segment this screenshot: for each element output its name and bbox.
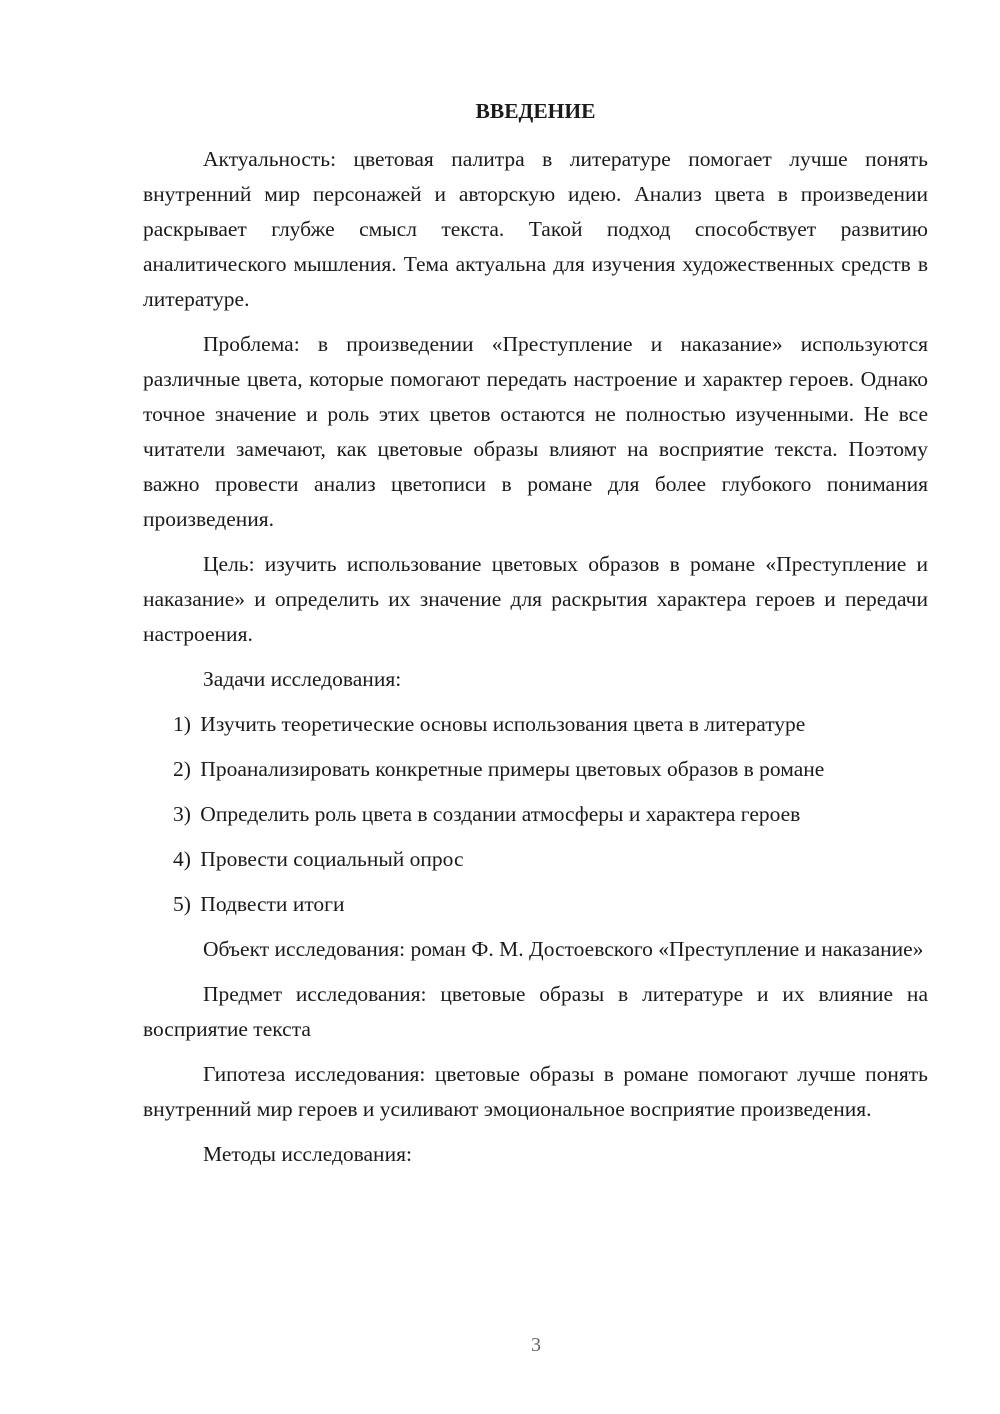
object-paragraph: Объект исследования: роман Ф. М. Достоевского «Преступление и наказание» <box>203 937 924 961</box>
task-text: Провести социальный опрос <box>200 847 464 871</box>
task-number: 2) <box>173 757 191 781</box>
task-item <box>143 797 928 832</box>
task-number: 5) <box>173 892 191 916</box>
task-item <box>143 707 928 742</box>
task-item <box>143 752 928 787</box>
task-text: Подвести итоги <box>200 892 345 916</box>
goal-paragraph: Цель: изучить использование цветовых образов в романе «Преступление и наказание» и определить их значение для раскрытия характера героев и передачи настроения. <box>143 552 928 646</box>
document-page <box>143 96 928 1172</box>
task-item <box>143 887 928 922</box>
task-number: 3) <box>173 802 191 826</box>
task-text: Определить роль цвета в создании атмосферы и характера героев <box>200 802 801 826</box>
hypothesis-paragraph: Гипотеза исследования: цветовые образы в романе помогают лучше понять внутренний мир героев и усиливают эмоциональное восприятие произведения. <box>143 1062 928 1121</box>
task-item <box>143 842 928 877</box>
page-number: 3 <box>531 1334 541 1356</box>
tasks-title: Задачи исследования: <box>203 667 402 691</box>
task-number: 4) <box>173 847 191 871</box>
problem-paragraph: Проблема: в произведении «Преступление и наказание» используются различные цвета, которые помогают передать настроение и характер героев. Однако точное значение и роль этих цветов остаются не полностью изученными. Не все читатели замечают, как цветовые образы влияют на восприятие текста. Поэтому важно провести анализ цветописи в романе для более глубокого понимания произведения. <box>143 332 928 531</box>
methods-title: Методы исследования: <box>203 1142 412 1166</box>
subject-paragraph: Предмет исследования: цветовые образы в литературе и их влияние на восприятие текста <box>143 982 928 1041</box>
section-heading: ВВЕДЕНИЕ <box>475 99 596 123</box>
relevance-paragraph: Актуальность: цветовая палитра в литературе помогает лучше понять внутренний мир персонажей и авторскую идею. Анализ цвета в произведении раскрывает глубже смысл текста. Такой подход способствует развитию аналитического мышления. Тема актуальна для изучения художественных средств в литературе. <box>143 147 928 311</box>
task-text: Изучить теоретические основы использования цвета в литературе <box>200 712 806 736</box>
task-number: 1) <box>173 712 191 736</box>
task-text: Проанализировать конкретные примеры цветовых образов в романе <box>200 757 825 781</box>
